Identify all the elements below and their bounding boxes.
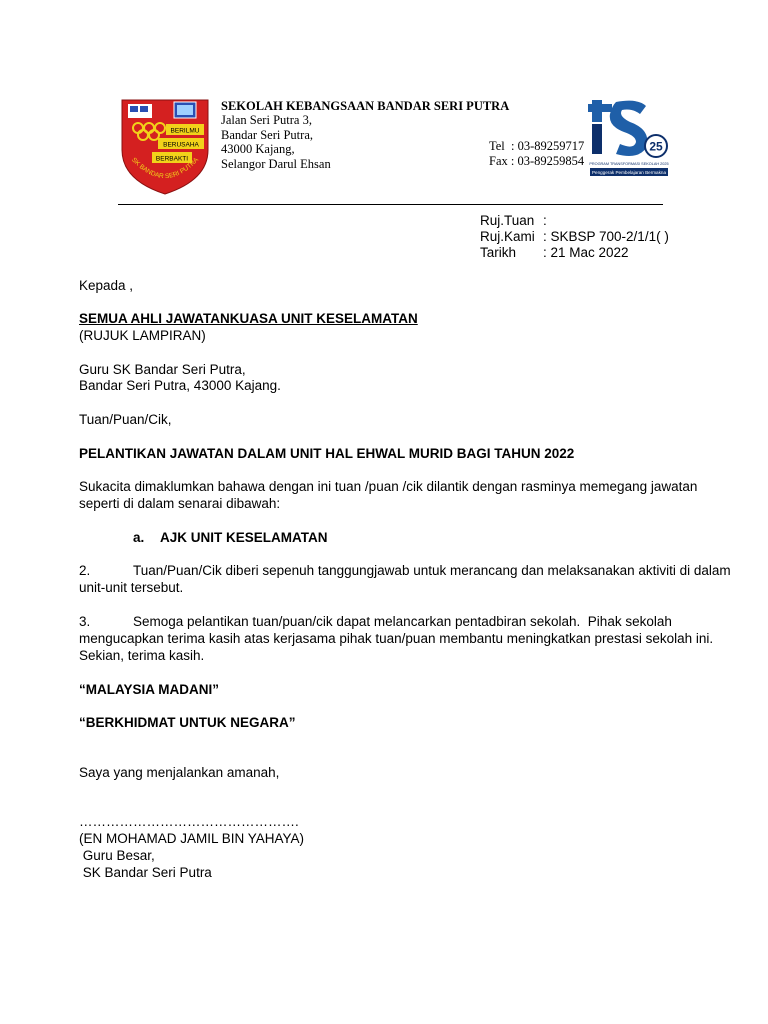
list-item-marker: a. (133, 530, 145, 545)
tarikh-value: : 21 Mac 2022 (543, 245, 629, 260)
signature-line: …………………………………………. (79, 814, 299, 829)
signer-organization: SK Bandar Seri Putra (79, 865, 212, 880)
paragraph-3-line-2: mengucapkan terima kasih atas kerjasama pihak tuan/puan membantu meningkatkan prestasi sekolah ini. (79, 631, 714, 646)
crest-ribbon-text: SK BANDAR SERI PUTRA (130, 156, 200, 181)
paragraph-2-number: 2. (79, 563, 91, 578)
slogan-berkhidmat-untuk-negara: “BERKHIDMAT UNTUK NEGARA” (79, 715, 296, 730)
salutation: Tuan/Puan/Cik, (79, 412, 172, 427)
paragraph-2-line-2: unit-unit tersebut. (79, 580, 184, 595)
ruj-kami-value: : SKBSP 700-2/1/1( ) (543, 229, 669, 244)
ts25-badge: 25 (649, 139, 663, 154)
recipient-note: (RUJUK LAMPIRAN) (79, 328, 206, 343)
slogan-malaysia-madani: “MALAYSIA MADANI” (79, 682, 220, 697)
signer-title: Guru Besar, (79, 848, 155, 863)
ruj-tuan-value: : (543, 213, 547, 228)
list-item-ajk-unit-keselamatan: AJK UNIT KESELAMATAN (160, 530, 328, 545)
school-address-line-4: Selangor Darul Ehsan (221, 156, 331, 171)
paragraph-2-line-1: Tuan/Puan/Cik diberi sepenuh tanggungjawab untuk merancang dan melaksanakan aktiviti di dalam (133, 563, 731, 578)
school-address-line-1: Jalan Seri Putra 3, (221, 113, 312, 127)
ts25-caption: PROGRAM TRANSFORMASI SEKOLAH 2025 (589, 162, 669, 166)
ts25-subcaption: Penggerak Pembelajaran Bermakna (591, 169, 667, 175)
school-address-line-3: 43000 Kajang, (221, 142, 295, 156)
school-name: SEKOLAH KEBANGSAAN BANDAR SERI PUTRA (221, 99, 510, 113)
signer-name: (EN MOHAMAD JAMIL BIN YAHAYA) (79, 831, 305, 846)
recipient-address-line-2: Bandar Seri Putra, 43000 Kajang. (79, 378, 281, 393)
recipient-heading: SEMUA AHLI JAWATANKUASA UNIT KESELAMATAN (79, 311, 418, 326)
letterhead-divider (118, 204, 663, 205)
paragraph-3-number: 3. (79, 614, 91, 629)
closing-line: Saya yang menjalankan amanah, (79, 765, 280, 780)
letter-subject: PELANTIKAN JAWATAN DALAM UNIT HAL EHWAL MURID BAGI TAHUN 2022 (79, 446, 575, 461)
school-fax: Fax : 03-89259854 (489, 153, 585, 168)
ts25-program-logo (586, 96, 672, 178)
paragraph-1-line-2: seperti di dalam senarai dibawah: (79, 496, 281, 511)
crest-motto-1: BERILMU (170, 127, 200, 135)
ruj-tuan-label: Ruj.Tuan (480, 213, 535, 228)
tarikh-label: Tarikh (480, 245, 517, 260)
paragraph-3-line-1: Semoga pelantikan tuan/puan/cik dapat melancarkan pentadbiran sekolah. Pihak sekolah (133, 614, 672, 629)
school-address-line-2: Bandar Seri Putra, (221, 127, 313, 142)
school-crest-logo (118, 96, 212, 196)
paragraph-1-line-1: Sukacita dimaklumkan bahawa dengan ini tuan /puan /cik dilantik dengan rasminya memegang jawatan (79, 479, 698, 494)
crest-motto-3: BERBAKTI (155, 155, 189, 163)
school-telephone: Tel : 03-89259717 (489, 139, 585, 153)
recipient-address-line-1: Guru SK Bandar Seri Putra, (79, 362, 246, 377)
ruj-kami-label: Ruj.Kami (480, 229, 535, 244)
kepada-line: Kepada , (79, 278, 134, 293)
paragraph-3-line-3: Sekian, terima kasih. (79, 648, 205, 663)
crest-motto-2: BERUSAHA (163, 141, 199, 149)
